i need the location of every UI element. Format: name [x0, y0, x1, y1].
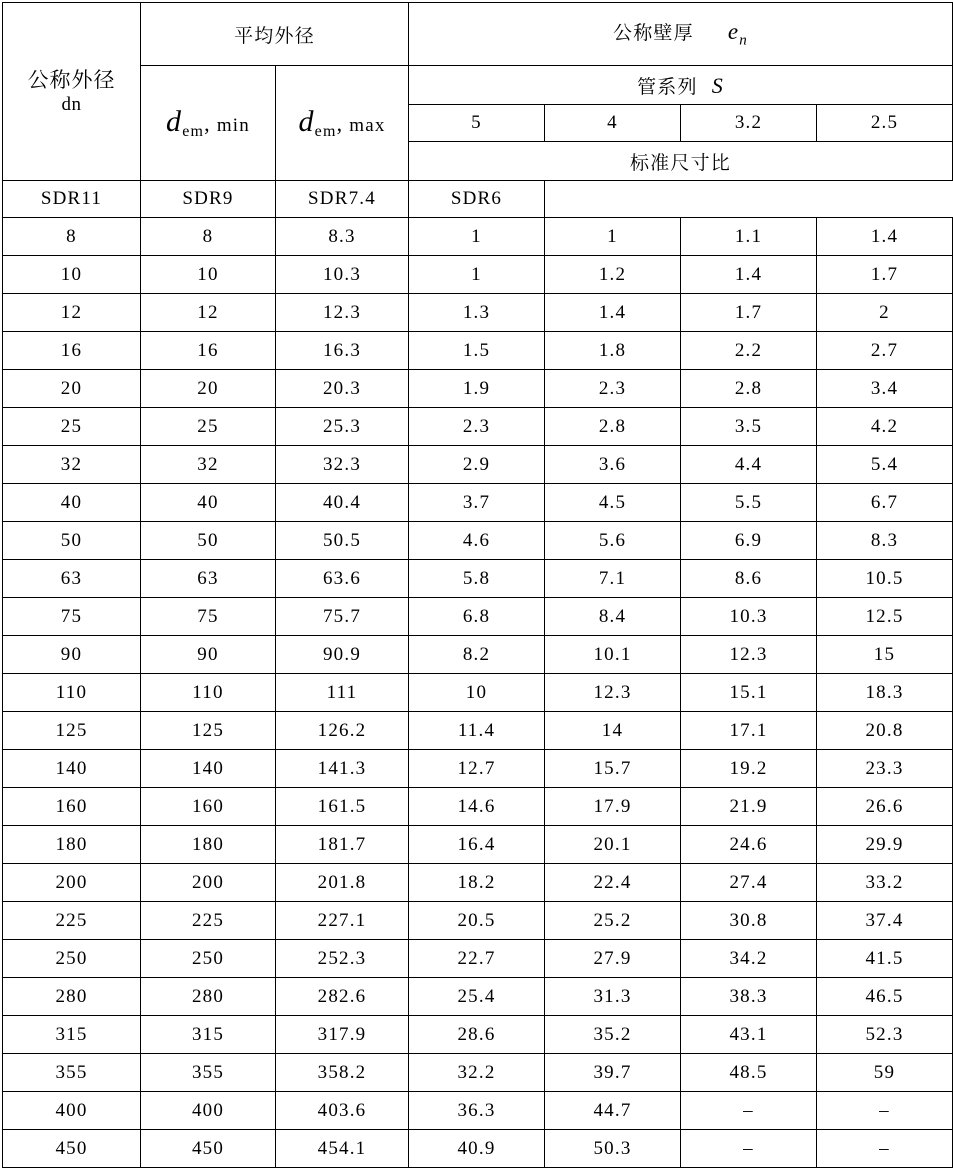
- cell-dn: 125: [3, 712, 141, 750]
- cell-sdr9: 10.1: [545, 636, 681, 674]
- header-dem-max-sub: em: [314, 123, 337, 141]
- header-dn-symbol: dn: [61, 93, 82, 115]
- table-row: [3, 940, 953, 978]
- cell-sdr9: 39.7: [545, 1054, 681, 1092]
- cell-sdr74: –: [681, 1130, 817, 1168]
- cell-sdr6: 1.7: [817, 256, 953, 294]
- table-row: [3, 294, 953, 332]
- cell-dem-max: 126.2: [276, 712, 409, 750]
- cell-sdr6: 26.6: [817, 788, 953, 826]
- cell-sdr6: 37.4: [817, 902, 953, 940]
- cell-sdr9: 12.3: [545, 674, 681, 712]
- header-dem-min-sub: em: [182, 123, 205, 141]
- cell-sdr9: 44.7: [545, 1092, 681, 1130]
- cell-sdr6: 8.3: [817, 522, 953, 560]
- cell-sdr6: 2: [817, 294, 953, 332]
- cell-dn: 140: [3, 750, 141, 788]
- cell-sdr74: 21.9: [681, 788, 817, 826]
- cell-dn: 75: [3, 598, 141, 636]
- cell-sdr74: 4.4: [681, 446, 817, 484]
- header-sdr9: SDR9: [141, 181, 276, 218]
- cell-dem-max: 10.3: [276, 256, 409, 294]
- cell-dn: 355: [3, 1054, 141, 1092]
- cell-sdr6: 23.3: [817, 750, 953, 788]
- cell-sdr11: 40.9: [409, 1130, 545, 1168]
- cell-dem-max: 75.7: [276, 598, 409, 636]
- table-row: [3, 712, 953, 750]
- cell-sdr74: 2.8: [681, 370, 817, 408]
- document-page: [0, 2, 953, 1168]
- header-dem-max-symbol: d: [298, 105, 315, 139]
- cell-sdr74: 12.3: [681, 636, 817, 674]
- cell-sdr11: 11.4: [409, 712, 545, 750]
- header-pipe-series: [409, 66, 953, 105]
- cell-dem-max: 161.5: [276, 788, 409, 826]
- cell-dn: 20: [3, 370, 141, 408]
- cell-dn: 315: [3, 1016, 141, 1054]
- cell-dem-max: 16.3: [276, 332, 409, 370]
- cell-dem-min: 225: [141, 902, 276, 940]
- cell-dem-min: 450: [141, 1130, 276, 1168]
- cell-sdr11: 10: [409, 674, 545, 712]
- cell-sdr74: 43.1: [681, 1016, 817, 1054]
- cell-sdr74: 1.7: [681, 294, 817, 332]
- header-dem-min-suffix: min: [216, 115, 250, 137]
- cell-sdr9: 35.2: [545, 1016, 681, 1054]
- cell-dem-max: 111: [276, 674, 409, 712]
- cell-dn: 40: [3, 484, 141, 522]
- cell-sdr11: 36.3: [409, 1092, 545, 1130]
- cell-sdr74: 34.2: [681, 940, 817, 978]
- header-nominal-wall-thickness: [409, 3, 953, 66]
- cell-dem-min: 63: [141, 560, 276, 598]
- header-sdr11: SDR11: [3, 181, 141, 218]
- cell-sdr11: 1.3: [409, 294, 545, 332]
- cell-dem-min: 16: [141, 332, 276, 370]
- cell-dem-min: 12: [141, 294, 276, 332]
- cell-sdr74: 6.9: [681, 522, 817, 560]
- cell-dn: 10: [3, 256, 141, 294]
- cell-sdr6: 10.5: [817, 560, 953, 598]
- cell-sdr6: 20.8: [817, 712, 953, 750]
- cell-sdr11: 1.9: [409, 370, 545, 408]
- cell-sdr11: 32.2: [409, 1054, 545, 1092]
- cell-sdr74: 8.6: [681, 560, 817, 598]
- table-row: [3, 1130, 953, 1168]
- cell-sdr6: 2.7: [817, 332, 953, 370]
- cell-sdr11: 16.4: [409, 826, 545, 864]
- cell-dem-max: 141.3: [276, 750, 409, 788]
- cell-sdr6: 12.5: [817, 598, 953, 636]
- cell-dem-max: 403.6: [276, 1092, 409, 1130]
- cell-sdr9: 2.8: [545, 408, 681, 446]
- cell-dem-min: 250: [141, 940, 276, 978]
- header-series-value-4: 4: [545, 105, 681, 142]
- table-row: [3, 674, 953, 712]
- cell-dem-min: 32: [141, 446, 276, 484]
- cell-sdr74: 10.3: [681, 598, 817, 636]
- cell-sdr9: 1.2: [545, 256, 681, 294]
- cell-sdr11: 22.7: [409, 940, 545, 978]
- header-dem-max: $d_{em}$, max: [276, 66, 409, 181]
- table-row: [3, 1054, 953, 1092]
- cell-sdr9: 27.9: [545, 940, 681, 978]
- header-nominal-wall-label: 公称壁厚: [613, 23, 694, 45]
- cell-dem-min: 90: [141, 636, 276, 674]
- table-row: [3, 636, 953, 674]
- cell-dn: 200: [3, 864, 141, 902]
- cell-dem-max: 8.3: [276, 218, 409, 256]
- pipe-dimensions-table: [2, 2, 953, 1168]
- header-nominal-wall-symbol: $e_n$: [727, 19, 748, 49]
- cell-sdr9: 25.2: [545, 902, 681, 940]
- cell-sdr11: 12.7: [409, 750, 545, 788]
- cell-sdr74: 48.5: [681, 1054, 817, 1092]
- cell-dem-min: 315: [141, 1016, 276, 1054]
- cell-dem-max: 201.8: [276, 864, 409, 902]
- cell-sdr9: 1: [545, 218, 681, 256]
- header-row-1: [3, 3, 953, 66]
- cell-dem-max: 20.3: [276, 370, 409, 408]
- cell-dem-max: 25.3: [276, 408, 409, 446]
- cell-sdr9: 5.6: [545, 522, 681, 560]
- table-row: [3, 826, 953, 864]
- header-row-5: [3, 181, 953, 218]
- cell-sdr9: 17.9: [545, 788, 681, 826]
- table-row: [3, 522, 953, 560]
- table-row: [3, 218, 953, 256]
- table-row: [3, 484, 953, 522]
- cell-sdr9: 1.4: [545, 294, 681, 332]
- cell-dem-max: 252.3: [276, 940, 409, 978]
- header-average-outer-diameter: 平均外径: [141, 3, 409, 66]
- cell-dem-max: 227.1: [276, 902, 409, 940]
- cell-sdr9: 7.1: [545, 560, 681, 598]
- cell-sdr6: 33.2: [817, 864, 953, 902]
- header-nominal-outer-diameter: [3, 3, 141, 181]
- cell-sdr11: 3.7: [409, 484, 545, 522]
- cell-dem-min: 20: [141, 370, 276, 408]
- cell-sdr6: 1.4: [817, 218, 953, 256]
- cell-sdr74: 3.5: [681, 408, 817, 446]
- table-row: [3, 978, 953, 1016]
- table-row: [3, 902, 953, 940]
- cell-sdr9: 20.1: [545, 826, 681, 864]
- cell-sdr74: 1.4: [681, 256, 817, 294]
- cell-dn: 400: [3, 1092, 141, 1130]
- cell-sdr6: 52.3: [817, 1016, 953, 1054]
- table-row: [3, 446, 953, 484]
- cell-dn: 225: [3, 902, 141, 940]
- cell-dn: 250: [3, 940, 141, 978]
- header-pipe-series-label: 管系列: [637, 76, 698, 98]
- cell-sdr6: 59: [817, 1054, 953, 1092]
- cell-dem-min: 110: [141, 674, 276, 712]
- cell-dem-max: 32.3: [276, 446, 409, 484]
- cell-sdr11: 2.9: [409, 446, 545, 484]
- cell-sdr6: 5.4: [817, 446, 953, 484]
- cell-dem-max: 181.7: [276, 826, 409, 864]
- cell-dem-min: 10: [141, 256, 276, 294]
- cell-sdr6: 3.4: [817, 370, 953, 408]
- cell-sdr11: 14.6: [409, 788, 545, 826]
- cell-sdr11: 1.5: [409, 332, 545, 370]
- cell-sdr11: 1: [409, 218, 545, 256]
- cell-sdr9: 3.6: [545, 446, 681, 484]
- cell-dem-min: 160: [141, 788, 276, 826]
- cell-sdr6: –: [817, 1130, 953, 1168]
- table-row: [3, 1092, 953, 1130]
- cell-sdr11: 8.2: [409, 636, 545, 674]
- cell-sdr74: 17.1: [681, 712, 817, 750]
- header-sdr74: SDR7.4: [276, 181, 409, 218]
- cell-sdr74: 19.2: [681, 750, 817, 788]
- cell-sdr6: 18.3: [817, 674, 953, 712]
- cell-sdr6: 4.2: [817, 408, 953, 446]
- cell-sdr6: –: [817, 1092, 953, 1130]
- cell-dn: 8: [3, 218, 141, 256]
- cell-sdr9: 2.3: [545, 370, 681, 408]
- cell-sdr9: 50.3: [545, 1130, 681, 1168]
- cell-sdr9: 1.8: [545, 332, 681, 370]
- cell-sdr74: –: [681, 1092, 817, 1130]
- cell-dem-max: 63.6: [276, 560, 409, 598]
- table-row: [3, 332, 953, 370]
- cell-dn: 160: [3, 788, 141, 826]
- cell-sdr11: 6.8: [409, 598, 545, 636]
- header-dem-max-suffix: max: [349, 115, 386, 137]
- table-row: [3, 1016, 953, 1054]
- cell-sdr6: 41.5: [817, 940, 953, 978]
- cell-dn: 90: [3, 636, 141, 674]
- cell-dem-min: 400: [141, 1092, 276, 1130]
- header-standard-dimension-ratio: 标准尺寸比: [409, 142, 953, 181]
- cell-dem-min: 50: [141, 522, 276, 560]
- cell-sdr11: 4.6: [409, 522, 545, 560]
- cell-dem-min: 25: [141, 408, 276, 446]
- cell-sdr74: 30.8: [681, 902, 817, 940]
- cell-sdr74: 2.2: [681, 332, 817, 370]
- cell-dem-min: 355: [141, 1054, 276, 1092]
- cell-dem-min: 180: [141, 826, 276, 864]
- cell-sdr11: 18.2: [409, 864, 545, 902]
- table-row: [3, 750, 953, 788]
- cell-dn: 63: [3, 560, 141, 598]
- cell-dn: 280: [3, 978, 141, 1016]
- header-sdr6: SDR6: [409, 181, 545, 218]
- cell-sdr74: 1.1: [681, 218, 817, 256]
- cell-dem-min: 75: [141, 598, 276, 636]
- cell-sdr9: 31.3: [545, 978, 681, 1016]
- cell-dem-max: 282.6: [276, 978, 409, 1016]
- header-series-value-5: 5: [409, 105, 545, 142]
- cell-dem-min: 40: [141, 484, 276, 522]
- cell-dem-min: 280: [141, 978, 276, 1016]
- header-dem-min: $d_{em}$, min: [141, 66, 276, 181]
- table-row: [3, 864, 953, 902]
- cell-sdr9: 14: [545, 712, 681, 750]
- table-row: [3, 560, 953, 598]
- cell-sdr11: 2.3: [409, 408, 545, 446]
- cell-sdr9: 15.7: [545, 750, 681, 788]
- cell-sdr74: 15.1: [681, 674, 817, 712]
- cell-dn: 12: [3, 294, 141, 332]
- cell-dem-max: 40.4: [276, 484, 409, 522]
- table-row: [3, 256, 953, 294]
- header-series-value-32: 3.2: [681, 105, 817, 142]
- table-row: [3, 408, 953, 446]
- cell-sdr6: 29.9: [817, 826, 953, 864]
- cell-dem-min: 125: [141, 712, 276, 750]
- cell-sdr6: 46.5: [817, 978, 953, 1016]
- cell-sdr6: 15: [817, 636, 953, 674]
- cell-sdr74: 38.3: [681, 978, 817, 1016]
- header-dn-cn: 公称外径: [27, 67, 116, 92]
- header-dem-min-symbol: d: [166, 105, 183, 139]
- cell-dn: 110: [3, 674, 141, 712]
- cell-sdr6: 6.7: [817, 484, 953, 522]
- cell-dn: 16: [3, 332, 141, 370]
- cell-sdr11: 20.5: [409, 902, 545, 940]
- table-row: [3, 788, 953, 826]
- cell-dem-min: 8: [141, 218, 276, 256]
- cell-sdr74: 24.6: [681, 826, 817, 864]
- cell-dem-max: 90.9: [276, 636, 409, 674]
- header-series-value-25: 2.5: [817, 105, 953, 142]
- cell-dem-max: 358.2: [276, 1054, 409, 1092]
- cell-dn: 50: [3, 522, 141, 560]
- cell-dem-max: 12.3: [276, 294, 409, 332]
- cell-sdr9: 4.5: [545, 484, 681, 522]
- cell-sdr11: 25.4: [409, 978, 545, 1016]
- cell-sdr11: 5.8: [409, 560, 545, 598]
- table-row: [3, 370, 953, 408]
- cell-sdr74: 5.5: [681, 484, 817, 522]
- table-row: [3, 598, 953, 636]
- cell-dn: 450: [3, 1130, 141, 1168]
- header-pipe-series-symbol: S: [711, 72, 724, 98]
- cell-sdr11: 28.6: [409, 1016, 545, 1054]
- cell-dem-max: 454.1: [276, 1130, 409, 1168]
- cell-dem-max: 50.5: [276, 522, 409, 560]
- cell-sdr74: 27.4: [681, 864, 817, 902]
- cell-dem-min: 140: [141, 750, 276, 788]
- cell-sdr9: 8.4: [545, 598, 681, 636]
- header-row-2: [3, 66, 953, 105]
- cell-dem-max: 317.9: [276, 1016, 409, 1054]
- cell-dn: 32: [3, 446, 141, 484]
- cell-dn: 180: [3, 826, 141, 864]
- cell-dn: 25: [3, 408, 141, 446]
- cell-sdr9: 22.4: [545, 864, 681, 902]
- cell-sdr11: 1: [409, 256, 545, 294]
- cell-dem-min: 200: [141, 864, 276, 902]
